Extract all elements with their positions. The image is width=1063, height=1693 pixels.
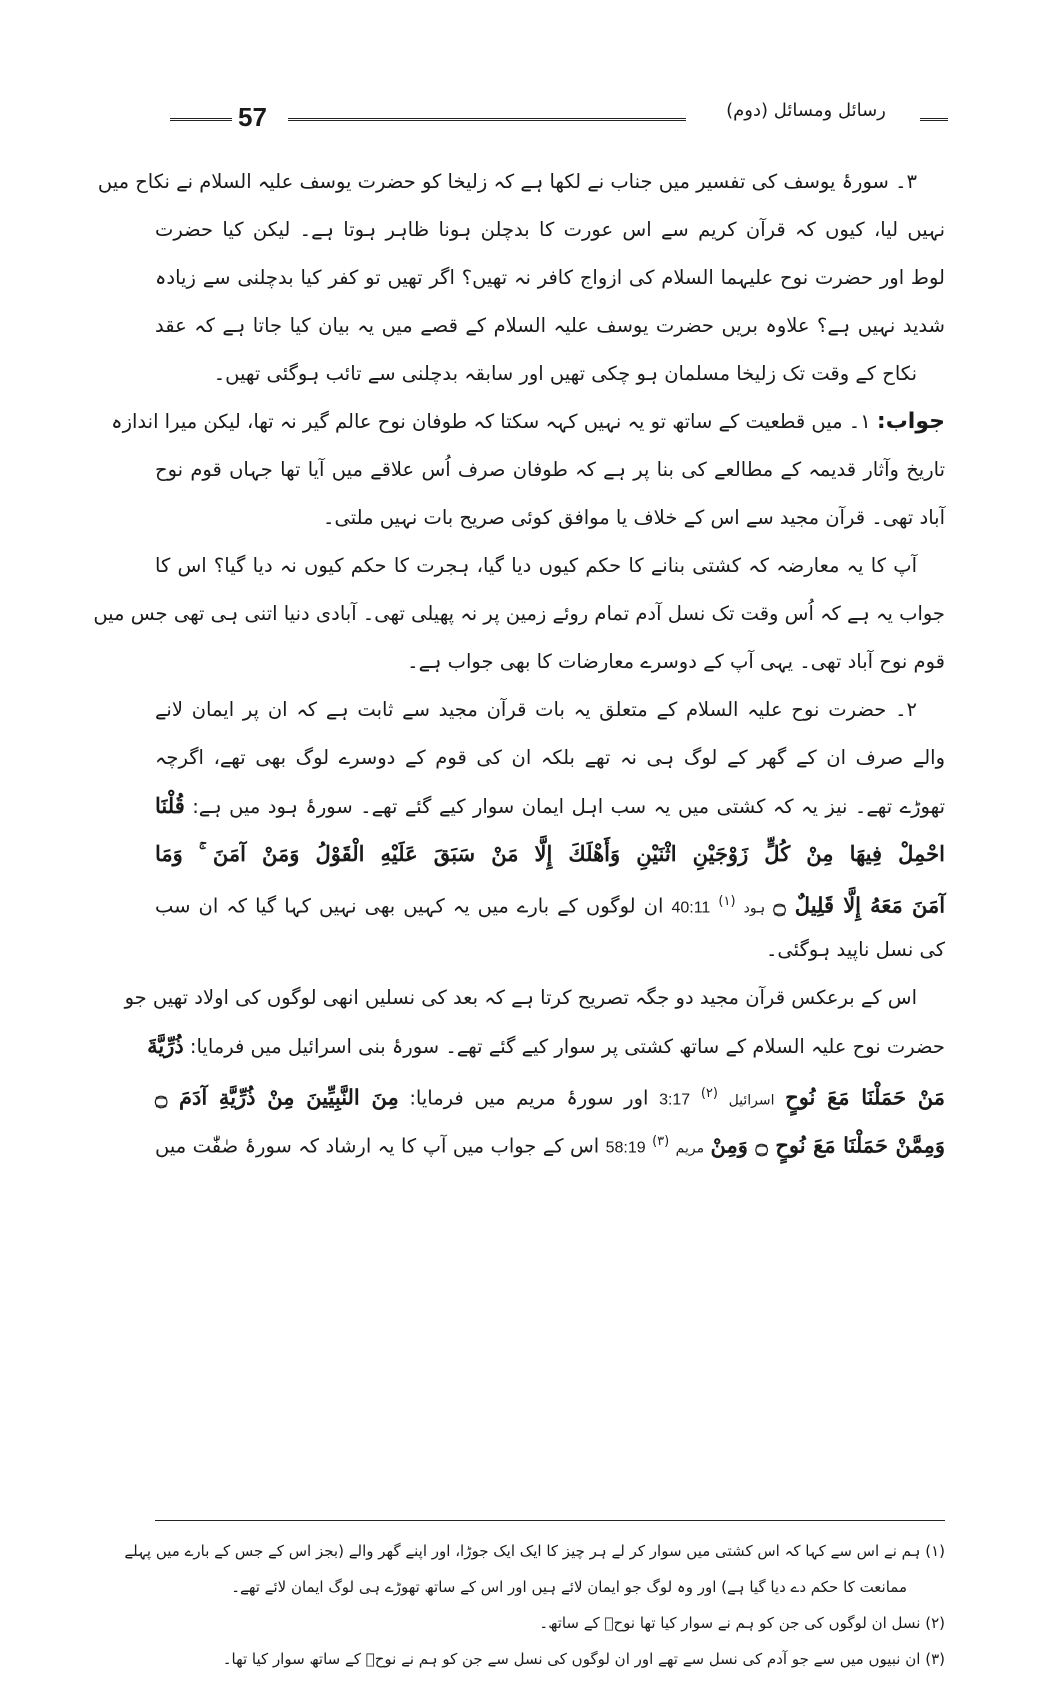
footnote-marker: (۲): [700, 1086, 718, 1101]
quran-verse-line: احْمِلْ فِيهَا مِنْ كُلٍّ زَوْجَيْنِ اثْنَيْنِ وَأَهْلَكَ إِلَّا مَنْ سَبَقَ عَلَيْهِ الْقَوْلُ وَمَنْ آمَنَ ۚ وَمَا: [155, 841, 945, 866]
verse-reference: 3:17: [659, 1091, 691, 1109]
book-title: رسائل ومسائل (دوم): [726, 100, 886, 121]
paragraph-3-line: [147, 1022, 945, 1070]
footnote-marker: (۱): [718, 894, 736, 909]
quran-verse: مِنَ النَّبِيِّينَ مِنْ ذُرِّيَّةِ آدَمَ ۝: [155, 1084, 399, 1110]
answer-2-text: ان لوگوں کے بارے میں یہ کہیں بھی نہیں کہا گیا کہ ان سب: [155, 894, 664, 918]
quran-verse: ذُرِّيَّةَ: [147, 1033, 184, 1058]
verse-reference-label: اسرائیل: [728, 1092, 775, 1109]
answer-1-text: ۱۔ میں قطعیت کے ساتھ تو یہ نہیں کہہ سکتا کہ طوفان نوح عالم گیر نہ تھا، لیکن میرا اندازہ: [111, 410, 871, 433]
paragraph-3-line: اس کے برعکس قرآن مجید دو جگہ تصریح کرتا ہے کہ بعد کی نسلیں انھی لوگوں کی اولاد تھیں جو: [124, 986, 917, 1009]
footnote-number: (۱): [925, 1542, 945, 1560]
verse-reference: 58:19: [605, 1139, 646, 1157]
answer-1-line: آباد تھی۔ قرآن مجید سے اس کے خلاف یا موافق کوئی صریح بات نہیں ملتی۔: [323, 506, 945, 529]
footnote-3: [155, 1641, 945, 1677]
paragraph-2-line: آپ کا یہ معارضہ کہ کشتی بنانے کا حکم کیوں دیا گیا، ہجرت کا حکم کیوں نہ دیا گیا؟ اس کا: [155, 554, 917, 577]
paragraph-3-text: اس کے جواب میں آپ کا یہ ارشاد کہ سورۂ صٰفّٰت میں: [155, 1134, 600, 1158]
paragraph-3-text: اور سورۂ مریم میں فرمایا:: [409, 1086, 649, 1110]
footnote-text: ہم نے اس سے کہا کہ اس کشتی میں سوار کر لے ہر چیز کا ایک ایک جوڑا، اور اپنے گھر والے (بجز اس کے جس کے بارے میں پہلے: [124, 1542, 921, 1560]
paragraph-3-text: حضرت نوح علیہ السلام کے ساتھ کشتی پر سوار کیے گئے تھے۔ سورۂ بنی اسرائیل میں فرمایا:: [189, 1035, 945, 1058]
answer-2-line: کی نسل ناپید ہوگئی۔: [766, 938, 945, 961]
question-3-line: نکاح کے وقت تک زلیخا مسلمان ہو چکی تھیں اور سابقہ بدچلنی سے تائب ہوگئی تھیں۔: [213, 362, 917, 385]
question-3-line: ۳۔ سورۂ یوسف کی تفسیر میں جناب نے لکھا ہے کہ زلیخا کو حضرت یوسف علیہ السلام نے نکاح میں: [97, 170, 917, 193]
page-header: [150, 100, 940, 140]
header-rule-left: [170, 118, 232, 121]
quran-verse: مَنْ حَمَلْنَا مَعَ نُوحٍ: [785, 1084, 946, 1110]
footnote-number: (۳): [925, 1650, 945, 1668]
quran-verse: وَمِمَّنْ حَمَلْنَا مَعَ نُوحٍ ۝ وَمِنْ: [710, 1132, 945, 1158]
answer-2-line: [155, 782, 945, 830]
footnotes: [124, 1533, 945, 1677]
footnote-number: (۲): [925, 1614, 945, 1632]
footnote-marker: (۳): [652, 1134, 670, 1149]
quran-verse: آمَنَ مَعَهُ إِلَّا قَلِيلٌ ۝: [773, 892, 946, 918]
footnote-2: [155, 1605, 945, 1641]
header-rule-right: [920, 118, 948, 121]
question-3-line: نہیں لیا، کیوں کہ قرآن کریم سے اس عورت کا بدچلن ہونا ظاہر ہوتا ہے۔ لیکن کیا حضرت: [155, 218, 945, 241]
footnote-text: ان نبیوں میں سے جو آدم کی نسل سے تھے اور ان لوگوں کی نسل سے جن کو ہم نے نوحؑ کے ساتھ سوار کیا تھا۔: [222, 1650, 921, 1668]
answer-1-line: تاریخ وآثار قدیمہ کے مطالعے کی بنا پر ہے کہ طوفان صرف اُس علاقے میں آیا تھا جہاں قوم نوح: [155, 458, 945, 481]
quran-verse: قُلْنَا: [155, 793, 185, 818]
footnote-divider: [155, 1520, 945, 1521]
answer-1-line: [111, 398, 945, 446]
page-number: 57: [238, 102, 267, 132]
verse-reference-label: مریم: [675, 1140, 705, 1157]
paragraph-2-line: جواب یہ ہے کہ اُس وقت تک نسل آدم تمام روئے زمین پر نہ پھیلی تھی۔ آبادی دنیا اتنی ہی تھی جس میں: [93, 602, 945, 625]
answer-2-line: [155, 878, 945, 926]
question-3-line: شدید نہیں ہے؟ علاوہ بریں حضرت یوسف علیہ السلام کے قصے میں یہ بیان کیا جاتا ہے کہ عقد: [155, 314, 945, 337]
paragraph-3-line: [155, 1118, 945, 1166]
question-3-line: لوط اور حضرت نوح علیہما السلام کی ازواج کافر نہ تھیں؟ اگر تھیں تو کفر کیا بدچلنی سے زیادہ: [155, 266, 945, 289]
paragraph-3-line: [155, 1070, 945, 1118]
paragraph-2-line: قوم نوح آباد تھی۔ یہی آپ کے دوسرے معارضات کا بھی جواب ہے۔: [407, 650, 945, 673]
header-rule-middle: [288, 118, 686, 121]
main-text: [93, 158, 946, 1166]
answer-label: جواب:: [876, 409, 945, 434]
answer-2-text: تھوڑے تھے۔ نیز یہ کہ کشتی میں یہ سب اہل ایمان سوار کیے گئے تھے۔ سورۂ ہود میں ہے:: [192, 795, 945, 818]
verse-reference: 40:11: [671, 899, 711, 917]
footnote-text: نسل ان لوگوں کی جن کو ہم نے سوار کیا تھا نوحؑ کے ساتھ۔: [539, 1614, 921, 1632]
answer-2-line: والے صرف ان کے گھر کے لوگ ہی نہ تھے بلکہ ان کی قوم کے دوسرے لوگ بھی تھے، اگرچہ: [155, 746, 945, 769]
footnote-1-continued: ممانعت کا حکم دے دیا گیا ہے) اور وہ لوگ جو ایمان لائے ہیں اور اس کے ساتھ تھوڑے ہی لوگ ایمان لائے تھے۔: [231, 1578, 907, 1596]
answer-2-line: ۲۔ حضرت نوح علیہ السلام کے متعلق یہ بات قرآن مجید سے ثابت ہے کہ ان پر ایمان لانے: [155, 698, 917, 721]
footnote-1: [124, 1533, 945, 1569]
verse-reference-label: ہود: [743, 900, 766, 917]
